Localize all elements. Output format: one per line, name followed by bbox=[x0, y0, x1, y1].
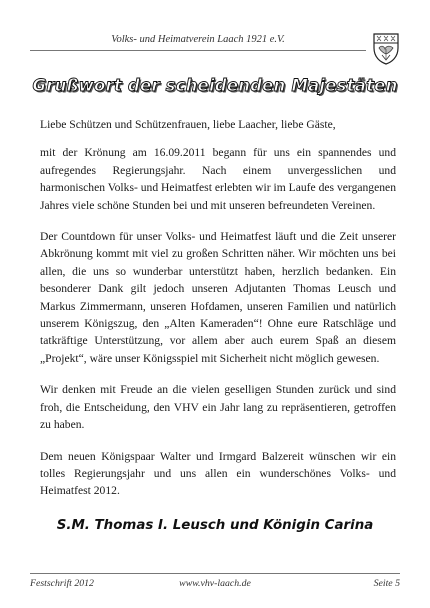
paragraph: Dem neuen Königspaar Walter und Irmgard Balzereit wünschen wir ein tolles Regierungsjahr und uns allen ein wunderschönes Volks- und Heimatfest 2012. bbox=[40, 449, 396, 498]
footer-publication: Festschrift 2012 bbox=[30, 578, 94, 589]
footer-page-number: Seite 5 bbox=[373, 578, 400, 589]
signature: S.M. Thomas I. Leusch und Königin Carina bbox=[56, 518, 374, 533]
page-header bbox=[30, 34, 366, 51]
paragraph: mit der Krönung am 16.09.2011 begann für uns ein spannendes und aufregendes Regierungsjahr. Nach einem unvergesslichen und harmonischen Volks- und Heimatfest erlebten wir im Laufe des vergangenen Jahres viele schöne Stunden bei und mit unseren befreundeten Vereinen. bbox=[40, 146, 396, 212]
footer-website-link[interactable]: www.vhv-laach.de bbox=[179, 578, 251, 589]
document-title: Grußwort der scheidenden Majestäten bbox=[32, 76, 398, 95]
document-body bbox=[40, 116, 396, 500]
greeting: Liebe Schützen und Schützenfrauen, liebe Laacher, liebe Gäste, bbox=[40, 118, 336, 131]
page-footer bbox=[30, 573, 400, 588]
paragraph: Wir denken mit Freude an die vielen geselligen Stunden zurück und sind froh, die Entscheidung, den VHV ein Jahr lang zu repräsentieren, getroffen zu haben. bbox=[40, 383, 396, 432]
header-title: Volks- und Heimatverein Laach 1921 e.V. bbox=[111, 34, 285, 45]
coat-of-arms-icon bbox=[372, 32, 400, 66]
paragraph: Der Countdown für unser Volks- und Heimatfest läuft und die Zeit unserer Abkrönung kommt mit viel zu großen Schritten näher. Wir möchten uns bei allen, die uns so wunderbar unterstützt haben, herzlich bedanken. Ein besonderer Dank gilt jedoch unseren Adjutanten Thomas Leusch und Markus Zimmermann, unseren Hofdamen, unseren Familien und natürlich unserem Königszug, den „Alten Kameraden“! Ohne eure Ratschläge und tatkräftige Unterstützung, vor allem aber auch eurem Spaß an diesem „Projekt“, wäre unser Königsspiel mit Sicherheit nicht möglich gewesen. bbox=[40, 230, 396, 365]
